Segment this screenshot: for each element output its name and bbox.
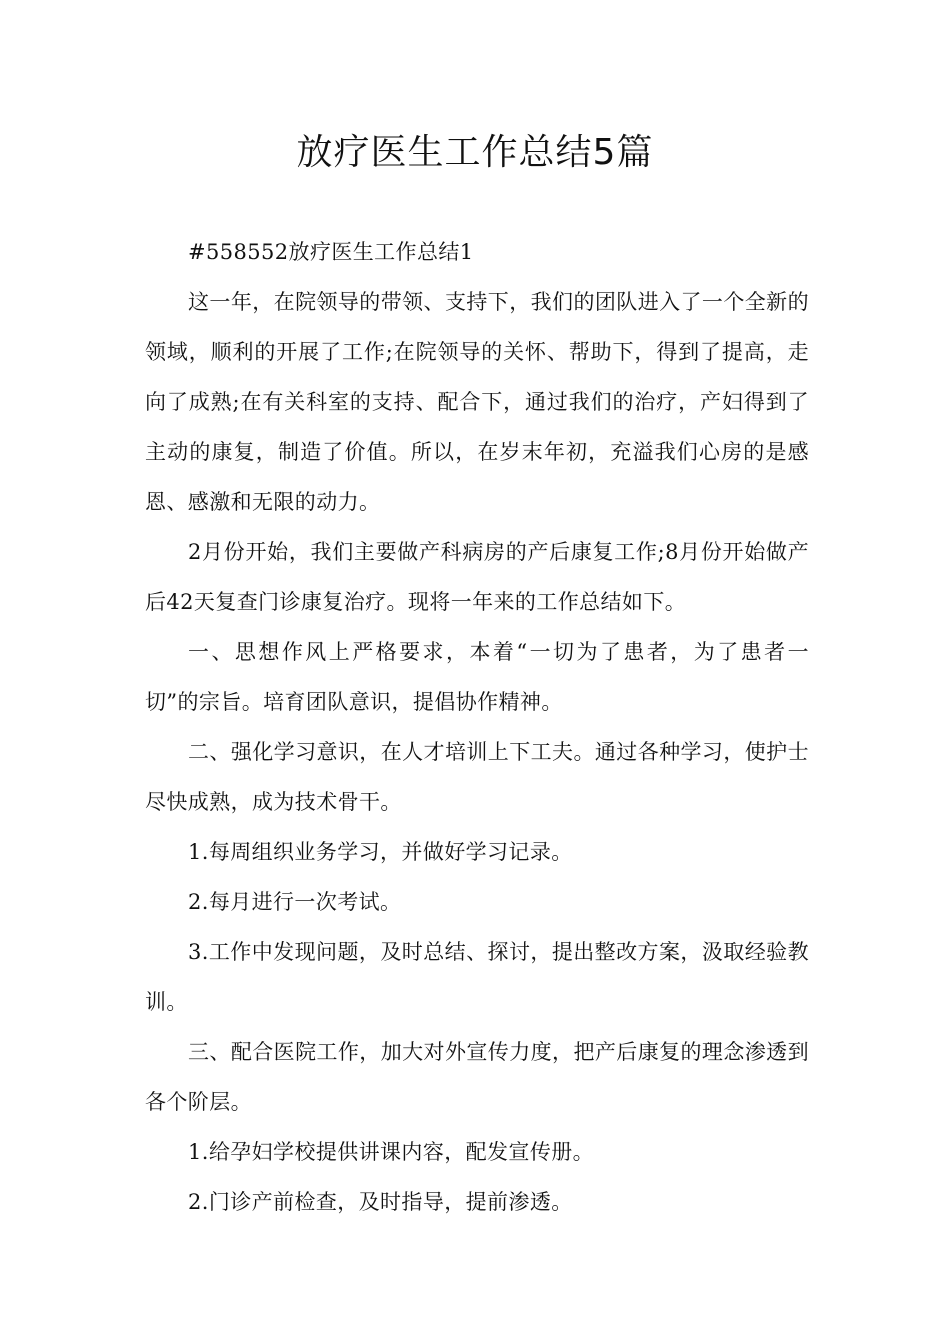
document-title: 放疗医生工作总结5篇 xyxy=(296,132,654,173)
paragraph-intro: 这一年，在院领导的带领、支持下，我们的团队进入了一个全新的领域，顺利的开展了工作;在院领导的关怀、帮助下，得到了提高，走向了成熟;在有关科室的支持、配合下，通过我们的治疗，产妇得到了主动的康复，制造了价值。所以，在岁末年初，充溢我们心房的是感恩、感激和无限的动力。 xyxy=(145,290,809,514)
list-item: 2.每月进行一次考试。 xyxy=(188,890,402,914)
section-heading: #558552放疗医生工作总结1 xyxy=(188,240,474,264)
document-body xyxy=(145,227,809,1227)
paragraph-point-three: 三、配合医院工作，加大对外宣传力度，把产后康复的理念渗透到各个阶层。 xyxy=(145,1040,809,1114)
list-item: 1.给孕妇学校提供讲课内容，配发宣传册。 xyxy=(188,1140,595,1164)
paragraph-point-two: 二、强化学习意识，在人才培训上下工夫。通过各种学习，使护士尽快成熟，成为技术骨干。 xyxy=(145,740,809,814)
list-item: 2.门诊产前检查，及时指导，提前渗透。 xyxy=(188,1190,573,1214)
paragraph-point-one: 一、思想作风上严格要求，本着“一切为了患者，为了患者一切”的宗旨。培育团队意识，提倡协作精神。 xyxy=(145,640,809,714)
list-item: 1.每周组织业务学习，并做好学习记录。 xyxy=(188,840,573,864)
list-item: 3.工作中发现问题，及时总结、探讨，提出整改方案，汲取经验教训。 xyxy=(145,940,809,1014)
paragraph-schedule: 2月份开始，我们主要做产科病房的产后康复工作;8月份开始做产后42天复查门诊康复治疗。现将一年来的工作总结如下。 xyxy=(145,540,809,614)
